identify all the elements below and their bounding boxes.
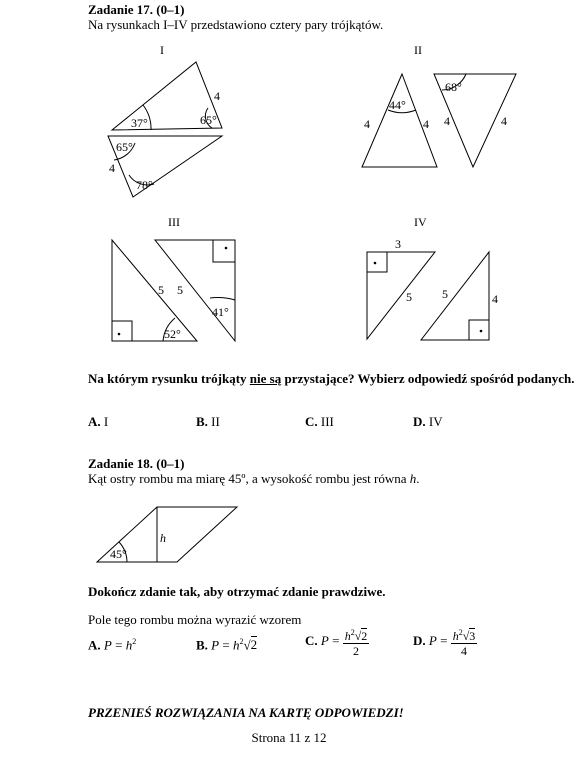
task17-answer-d[interactable]: D. IV: [413, 414, 443, 429]
fig3-right-angle-b: [213, 240, 235, 262]
task17-answer-b[interactable]: B. II: [196, 414, 220, 429]
question-text-pre: Na którym rysunku trójkąty: [88, 371, 250, 386]
fig2-angle-68: 68°: [445, 80, 462, 94]
fig3-dot-a: [118, 333, 121, 336]
task18-answer-a[interactable]: A. $P = h^2$: [88, 637, 137, 653]
fig1-angle-78: 78°: [136, 178, 153, 192]
task18-answer-b[interactable]: B. $P = h^2√2$: [196, 637, 258, 653]
task17-intro: Na rysunkach I–IV przedstawiono cztery pary trójkątów.: [88, 17, 384, 32]
fig4-dot-a: [374, 262, 377, 265]
sqrt-sign: √: [243, 637, 251, 653]
fig-label-3: III: [168, 215, 180, 229]
fig4-side-3: 3: [395, 237, 401, 251]
question-text-underline: nie są: [249, 371, 282, 386]
fig4-hyp-5a: 5: [406, 290, 412, 304]
fig3-angle-41: 41°: [212, 305, 229, 319]
fig-label-1: I: [160, 43, 164, 57]
fig18-h-label: h: [160, 531, 166, 545]
task18-instruction: Dokończ zdanie tak, aby otrzymać zdanie prawdziwe.: [88, 584, 386, 599]
fraction-c: $\frac{h^2√2}{2}$: [344, 628, 368, 658]
task18-lead: Pole tego rombu można wyrazić wzorem: [88, 612, 302, 627]
fig2-side-right: 4: [423, 117, 429, 131]
task18-title: Zadanie 18. (0–1): [88, 456, 185, 471]
fig3-angle-52: 52°: [164, 327, 181, 341]
fraction-d: $\frac{h^2√3}{4}$: [452, 628, 476, 658]
task17-question: [88, 371, 574, 387]
fig3-side-5b: 5: [177, 283, 183, 297]
task17-answer-c[interactable]: C. III: [305, 414, 334, 429]
page-number: Strona 11 z 12: [251, 730, 327, 745]
fig1-angle-37: 37°: [131, 116, 148, 130]
fig4-hyp-5b: 5: [442, 287, 448, 301]
fig4-side-4: 4: [492, 292, 498, 306]
task17-title: Zadanie 17. (0–1): [88, 2, 185, 17]
fig1-angle-65a: 65°: [200, 113, 217, 127]
fig18-angle-45: 45°: [110, 547, 127, 561]
task18-answer-c[interactable]: C. P = $\frac{h^2√2}{2}$: [305, 628, 368, 658]
fig1-side-4b: 4: [109, 161, 115, 175]
fig4-right-angle-b: [469, 320, 489, 340]
fig2-angle-44: 44°: [389, 98, 406, 112]
task17-answer-a[interactable]: A. I: [88, 414, 109, 429]
fig4-right-angle-a: [367, 252, 387, 272]
task18-intro: Kąt ostry rombu ma miarę 45º, a wysokość rombu jest równa h.: [88, 471, 420, 486]
task18-answer-d[interactable]: D. P = $\frac{h^2√3}{4}$: [413, 628, 476, 658]
fig3-triangle-left: [112, 240, 197, 341]
fig3-right-angle-a: [112, 321, 132, 341]
fig2-side-left2: 4: [444, 114, 450, 128]
fig4-triangle-b: [421, 252, 489, 340]
fig3-triangle-right: [155, 240, 235, 341]
fig1-angle-65b: 65°: [116, 140, 133, 154]
fig3-side-5a: 5: [158, 283, 164, 297]
fig3-arc-41: [210, 297, 235, 300]
fig1-side-4a: 4: [214, 89, 220, 103]
fig4-triangle-a: [367, 252, 435, 339]
fig2-side-right2: 4: [501, 114, 507, 128]
question-text-post: przystające? Wybierz odpowiedź spośród podanych.: [281, 371, 575, 386]
fig3-dot-b: [225, 247, 228, 250]
transfer-notice: PRZENIEŚ ROZWIĄZANIA NA KARTĘ ODPOWIEDZI!: [88, 705, 404, 720]
fig2-side-left: 4: [364, 117, 370, 131]
fig-label-2: II: [414, 43, 422, 57]
fig-label-4: IV: [414, 215, 427, 229]
fig4-dot-b: [480, 330, 483, 333]
